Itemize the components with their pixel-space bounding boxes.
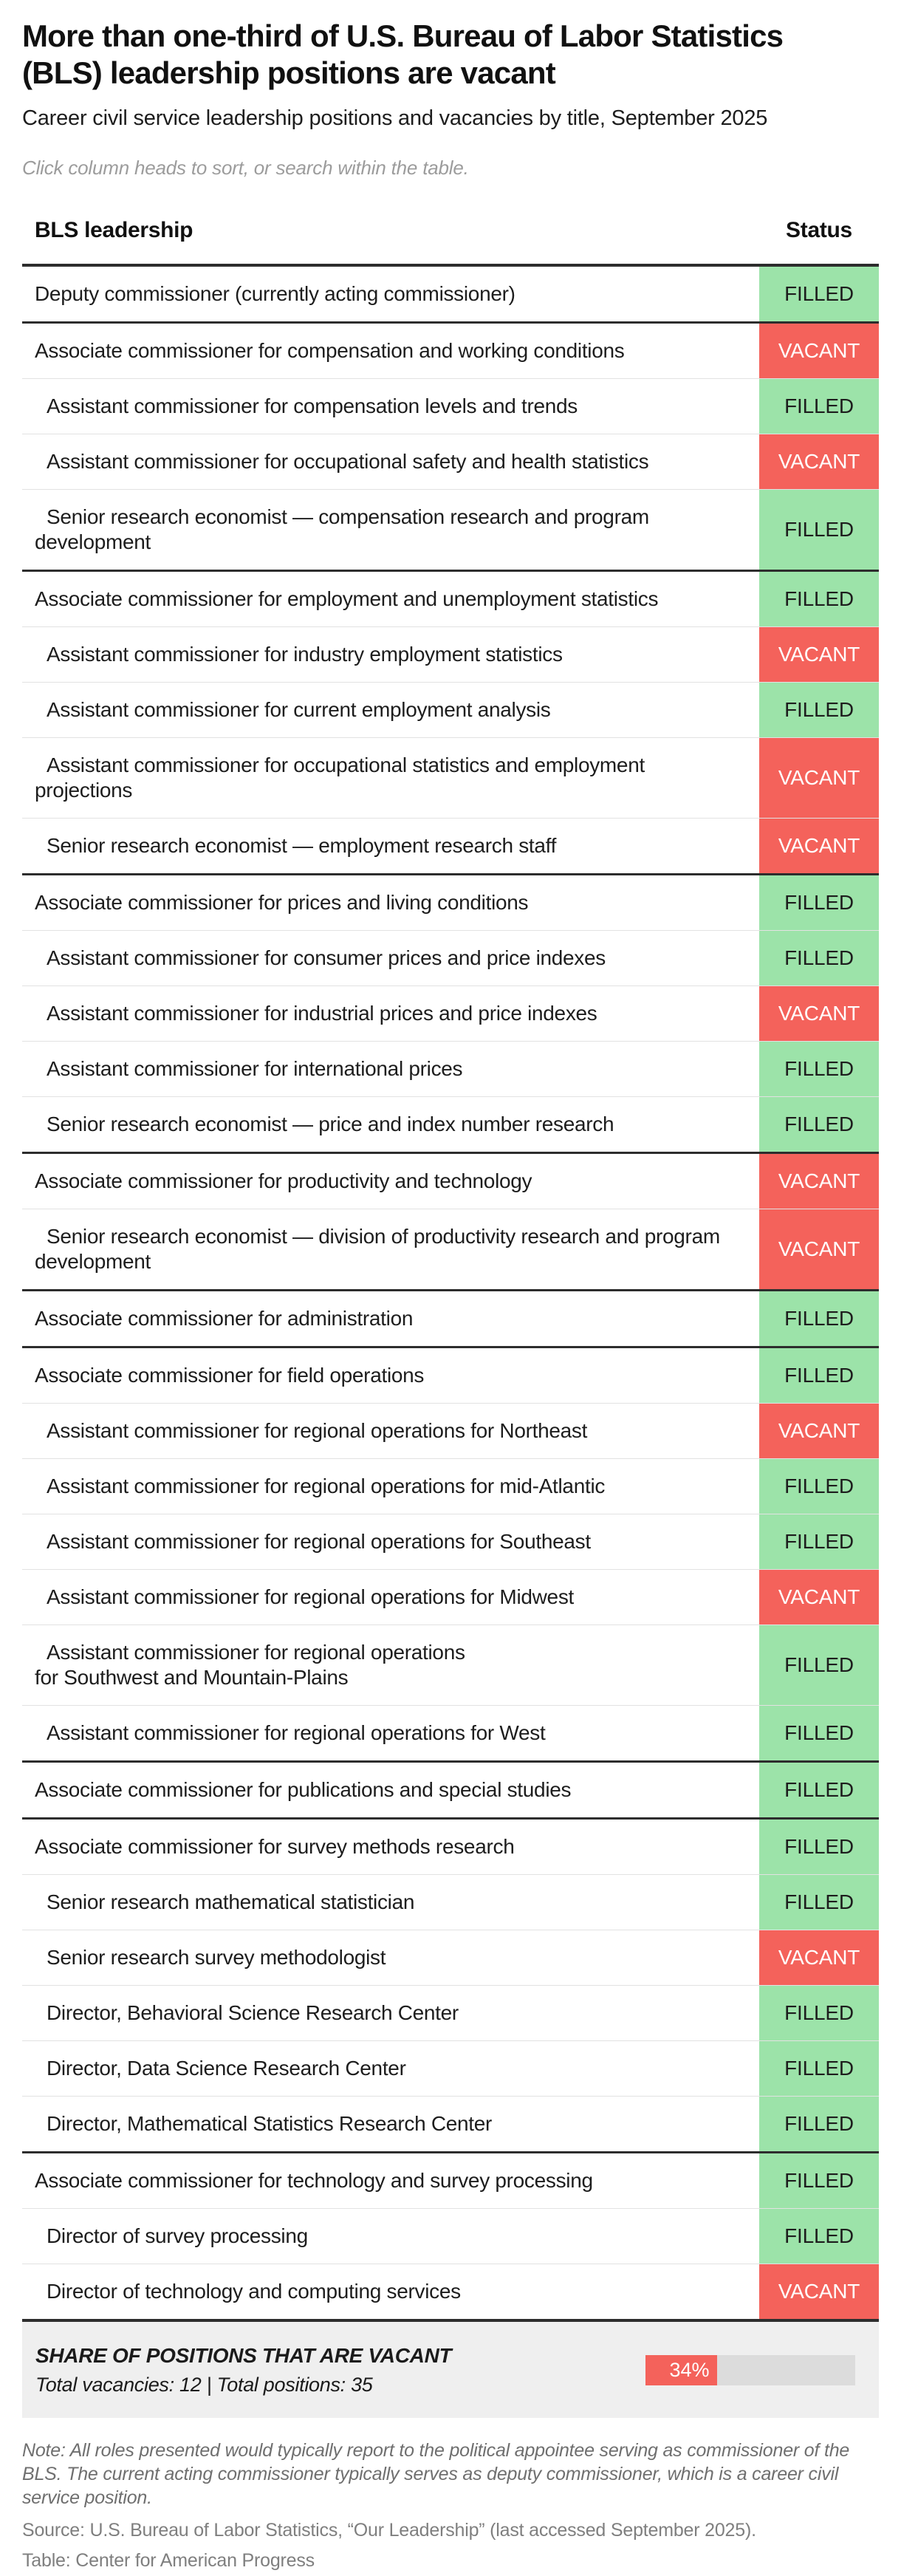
position-cell bbox=[22, 986, 759, 1041]
position-line: Associate commissioner for administration bbox=[35, 1307, 414, 1330]
status-cell-filled bbox=[759, 1820, 879, 1874]
table-row bbox=[22, 490, 879, 572]
status-cell-filled bbox=[759, 2153, 879, 2208]
table-row bbox=[22, 1514, 879, 1570]
position-line: Senior research economist — division of productivity research and program bbox=[47, 1225, 720, 1248]
status-label: FILLED bbox=[784, 1721, 854, 1744]
position-line: Assistant commissioner for regional operations for West bbox=[47, 1721, 546, 1744]
status-label: VACANT bbox=[778, 2280, 860, 2303]
status-cell-vacant bbox=[759, 434, 879, 489]
position-cell bbox=[22, 2264, 759, 2319]
status-label: FILLED bbox=[784, 1364, 854, 1387]
position-line: Senior research survey methodologist bbox=[47, 1946, 386, 1969]
position-cell bbox=[22, 1348, 759, 1403]
status-label: VACANT bbox=[778, 834, 860, 857]
position-line: Senior research mathematical statistician bbox=[47, 1890, 415, 1913]
position-line: Senior research economist — price and index number research bbox=[47, 1113, 614, 1135]
status-cell-filled bbox=[759, 1875, 879, 1930]
status-label: FILLED bbox=[784, 1057, 854, 1080]
position-line: Assistant commissioner for compensation levels and trends bbox=[47, 394, 578, 417]
status-cell-filled bbox=[759, 1514, 879, 1569]
table-row bbox=[22, 1986, 879, 2041]
position-cell bbox=[22, 1459, 759, 1514]
table-row bbox=[22, 1291, 879, 1348]
position-line: Associate commissioner for publications and special studies bbox=[35, 1778, 572, 1801]
position-cell bbox=[22, 1097, 759, 1152]
status-label: FILLED bbox=[784, 282, 854, 305]
position-cell bbox=[22, 2097, 759, 2151]
position-line: Assistant commissioner for occupational statistics and employment bbox=[47, 754, 645, 776]
position-line: Assistant commissioner for regional operations for mid-Atlantic bbox=[47, 1475, 606, 1497]
position-cell bbox=[22, 1154, 759, 1209]
status-label: VACANT bbox=[778, 643, 860, 666]
position-cell bbox=[22, 2153, 759, 2208]
summary-heading: SHARE OF POSITIONS THAT ARE VACANT bbox=[35, 2343, 452, 2367]
status-label: VACANT bbox=[778, 450, 860, 473]
status-cell-filled bbox=[759, 875, 879, 930]
status-cell-filled bbox=[759, 490, 879, 570]
status-cell-filled bbox=[759, 1097, 879, 1152]
position-cell bbox=[22, 2209, 759, 2264]
status-cell-vacant bbox=[759, 738, 879, 818]
position-line: Assistant commissioner for regional operations bbox=[47, 1641, 465, 1664]
table-row bbox=[22, 683, 879, 738]
status-label: FILLED bbox=[784, 1890, 854, 1913]
table-row bbox=[22, 1154, 879, 1209]
position-cell bbox=[22, 1820, 759, 1874]
status-cell-filled bbox=[759, 1706, 879, 1760]
position-line: Associate commissioner for compensation and working conditions bbox=[35, 339, 625, 362]
table-row bbox=[22, 875, 879, 931]
page-title-line-2: (BLS) leadership positions are vacant bbox=[22, 55, 555, 90]
position-cell bbox=[22, 379, 759, 434]
position-cell bbox=[22, 1875, 759, 1930]
table-body bbox=[22, 267, 879, 2322]
status-cell-filled bbox=[759, 1042, 879, 1096]
status-cell-filled bbox=[759, 1625, 879, 1705]
status-cell-filled bbox=[759, 2209, 879, 2264]
status-cell-filled bbox=[759, 1348, 879, 1403]
position-line: Director, Behavioral Science Research Center bbox=[47, 2001, 459, 2024]
source-text: Source: U.S. Bureau of Labor Statistics, “Our Leadership” (last accessed September 2025). bbox=[22, 2520, 756, 2541]
status-cell-vacant bbox=[759, 1930, 879, 1985]
position-line: Assistant commissioner for regional operations for Southeast bbox=[47, 1530, 591, 1553]
position-cell bbox=[22, 1291, 759, 1346]
note-text: Note: All roles presented would typically report to the political appointee serving as commissioner of the BLS. The current acting commissioner typically serves as deputy commissioner, which is a career civil service position. bbox=[22, 2440, 850, 2508]
table-row bbox=[22, 324, 879, 379]
position-line: for Southwest and Mountain-Plains bbox=[35, 1666, 349, 1689]
status-label: VACANT bbox=[778, 1419, 860, 1442]
status-label: FILLED bbox=[784, 2001, 854, 2024]
position-cell bbox=[22, 683, 759, 737]
table-row bbox=[22, 379, 879, 434]
table-row bbox=[22, 738, 879, 819]
position-cell bbox=[22, 267, 759, 321]
table-row bbox=[22, 1820, 879, 1875]
status-label: FILLED bbox=[784, 518, 854, 541]
status-label: FILLED bbox=[784, 891, 854, 914]
status-label: FILLED bbox=[784, 946, 854, 969]
page-title-line-1: More than one-third of U.S. Bureau of Labor Statistics bbox=[22, 18, 784, 53]
status-cell-filled bbox=[759, 267, 879, 321]
status-cell-vacant bbox=[759, 986, 879, 1041]
status-cell-filled bbox=[759, 2097, 879, 2151]
status-cell-filled bbox=[759, 1986, 879, 2040]
position-line: Associate commissioner for field operations bbox=[35, 1364, 425, 1387]
position-line: Senior research economist — employment research staff bbox=[47, 834, 557, 857]
position-cell bbox=[22, 1625, 759, 1705]
status-cell-filled bbox=[759, 683, 879, 737]
status-cell-filled bbox=[759, 931, 879, 985]
table-row bbox=[22, 572, 879, 627]
status-cell-vacant bbox=[759, 1570, 879, 1624]
status-cell-vacant bbox=[759, 627, 879, 682]
position-line: Associate commissioner for prices and living conditions bbox=[35, 891, 529, 914]
table-row bbox=[22, 1625, 879, 1706]
position-line: Assistant commissioner for current employment analysis bbox=[47, 698, 551, 721]
status-label: VACANT bbox=[778, 1585, 860, 1608]
position-line: Associate commissioner for productivity and technology bbox=[35, 1169, 532, 1192]
position-line: Associate commissioner for survey methods research bbox=[35, 1835, 515, 1858]
status-cell-filled bbox=[759, 572, 879, 626]
sort-search-hint: Click column heads to sort, or search within the table. bbox=[22, 157, 469, 179]
position-cell bbox=[22, 738, 759, 818]
vacancy-share-bar-track bbox=[645, 2355, 855, 2385]
position-cell bbox=[22, 1404, 759, 1458]
table-row bbox=[22, 1097, 879, 1154]
position-cell bbox=[22, 434, 759, 489]
position-line: Senior research economist — compensation research and program bbox=[47, 505, 649, 528]
position-line: Associate commissioner for technology and survey processing bbox=[35, 2169, 593, 2192]
table-row bbox=[22, 1348, 879, 1404]
status-label: FILLED bbox=[784, 1113, 854, 1135]
status-label: FILLED bbox=[784, 1835, 854, 1858]
position-line: development bbox=[35, 1250, 151, 1273]
position-cell bbox=[22, 572, 759, 626]
position-cell bbox=[22, 1042, 759, 1096]
position-cell bbox=[22, 2041, 759, 2096]
table-row bbox=[22, 434, 879, 490]
position-line: Assistant commissioner for occupational safety and health statistics bbox=[47, 450, 649, 473]
status-label: FILLED bbox=[784, 394, 854, 417]
position-line: Assistant commissioner for industrial prices and price indexes bbox=[47, 1002, 597, 1025]
status-label: VACANT bbox=[778, 1237, 860, 1260]
position-line: Assistant commissioner for consumer prices and price indexes bbox=[47, 946, 606, 969]
position-line: Assistant commissioner for international prices bbox=[47, 1057, 463, 1080]
position-cell bbox=[22, 1986, 759, 2040]
status-cell-filled bbox=[759, 2041, 879, 2096]
vacancy-percent-label: 34% bbox=[669, 2358, 710, 2381]
summary-panel bbox=[22, 2322, 879, 2418]
position-cell bbox=[22, 627, 759, 682]
status-cell-vacant bbox=[759, 1404, 879, 1458]
page-title bbox=[22, 18, 879, 92]
column-header-bls-leadership[interactable]: BLS leadership bbox=[35, 218, 193, 242]
status-cell-vacant bbox=[759, 1154, 879, 1209]
table-row bbox=[22, 267, 879, 324]
table-row bbox=[22, 1930, 879, 1986]
status-cell-vacant bbox=[759, 324, 879, 378]
status-cell-vacant bbox=[759, 2264, 879, 2319]
position-line: Associate commissioner for employment and unemployment statistics bbox=[35, 587, 659, 610]
status-label: VACANT bbox=[778, 766, 860, 789]
position-line: Director of survey processing bbox=[47, 2224, 308, 2247]
position-cell bbox=[22, 1209, 759, 1289]
vacancy-share-bar-fill bbox=[645, 2355, 717, 2385]
status-label: VACANT bbox=[778, 339, 860, 362]
status-label: FILLED bbox=[784, 2169, 854, 2192]
table-row bbox=[22, 2209, 879, 2264]
status-label: VACANT bbox=[778, 1002, 860, 1025]
position-line: projections bbox=[35, 779, 133, 802]
position-cell bbox=[22, 1930, 759, 1985]
position-cell bbox=[22, 931, 759, 985]
status-label: FILLED bbox=[784, 1778, 854, 1801]
table-row bbox=[22, 2097, 879, 2153]
position-cell bbox=[22, 1514, 759, 1569]
position-line: Assistant commissioner for industry employment statistics bbox=[47, 643, 563, 666]
table-row bbox=[22, 1459, 879, 1514]
position-cell bbox=[22, 875, 759, 930]
status-label: FILLED bbox=[784, 698, 854, 721]
table-row bbox=[22, 1209, 879, 1291]
status-label: FILLED bbox=[784, 1653, 854, 1676]
status-label: FILLED bbox=[784, 2224, 854, 2247]
table-row bbox=[22, 819, 879, 875]
table-row bbox=[22, 2153, 879, 2209]
position-cell bbox=[22, 819, 759, 873]
position-cell bbox=[22, 1570, 759, 1624]
position-cell bbox=[22, 1706, 759, 1760]
chart-subtitle: Career civil service leadership positions and vacancies by title, September 2025 bbox=[22, 106, 768, 130]
status-label: FILLED bbox=[784, 2057, 854, 2080]
position-line: development bbox=[35, 530, 151, 553]
position-cell bbox=[22, 324, 759, 378]
credit-text: Table: Center for American Progress bbox=[22, 2550, 315, 2571]
column-header-status[interactable]: Status bbox=[786, 218, 852, 242]
status-cell-filled bbox=[759, 379, 879, 434]
position-line: Director of technology and computing services bbox=[47, 2280, 461, 2303]
status-label: VACANT bbox=[778, 1946, 860, 1969]
position-line: Assistant commissioner for regional operations for Northeast bbox=[47, 1419, 588, 1442]
table-row bbox=[22, 931, 879, 986]
table-row bbox=[22, 986, 879, 1042]
table-row bbox=[22, 1570, 879, 1625]
status-label: FILLED bbox=[784, 1530, 854, 1553]
status-cell-filled bbox=[759, 1763, 879, 1817]
status-label: FILLED bbox=[784, 2112, 854, 2135]
status-label: FILLED bbox=[784, 587, 854, 610]
status-cell-vacant bbox=[759, 1209, 879, 1289]
table-row bbox=[22, 2041, 879, 2097]
status-cell-vacant bbox=[759, 819, 879, 873]
position-line: Director, Data Science Research Center bbox=[47, 2057, 406, 2080]
status-cell-filled bbox=[759, 1291, 879, 1346]
table-row bbox=[22, 1875, 879, 1930]
summary-detail: Total vacancies: 12 | Total positions: 35 bbox=[35, 2373, 373, 2396]
table-row bbox=[22, 1404, 879, 1459]
table-row bbox=[22, 1763, 879, 1820]
position-cell bbox=[22, 1763, 759, 1817]
position-line: Assistant commissioner for regional operations for Midwest bbox=[47, 1585, 575, 1608]
status-label: VACANT bbox=[778, 1169, 860, 1192]
position-line: Director, Mathematical Statistics Research Center bbox=[47, 2112, 493, 2135]
table-row bbox=[22, 2264, 879, 2322]
table-row bbox=[22, 627, 879, 683]
summary-text-block bbox=[35, 2344, 645, 2396]
table-header-row bbox=[22, 218, 879, 267]
status-label: FILLED bbox=[784, 1475, 854, 1497]
position-line: Deputy commissioner (currently acting commissioner) bbox=[35, 282, 515, 305]
status-label: FILLED bbox=[784, 1307, 854, 1330]
position-cell bbox=[22, 490, 759, 570]
table-row bbox=[22, 1042, 879, 1097]
status-cell-filled bbox=[759, 1459, 879, 1514]
table-row bbox=[22, 1706, 879, 1763]
